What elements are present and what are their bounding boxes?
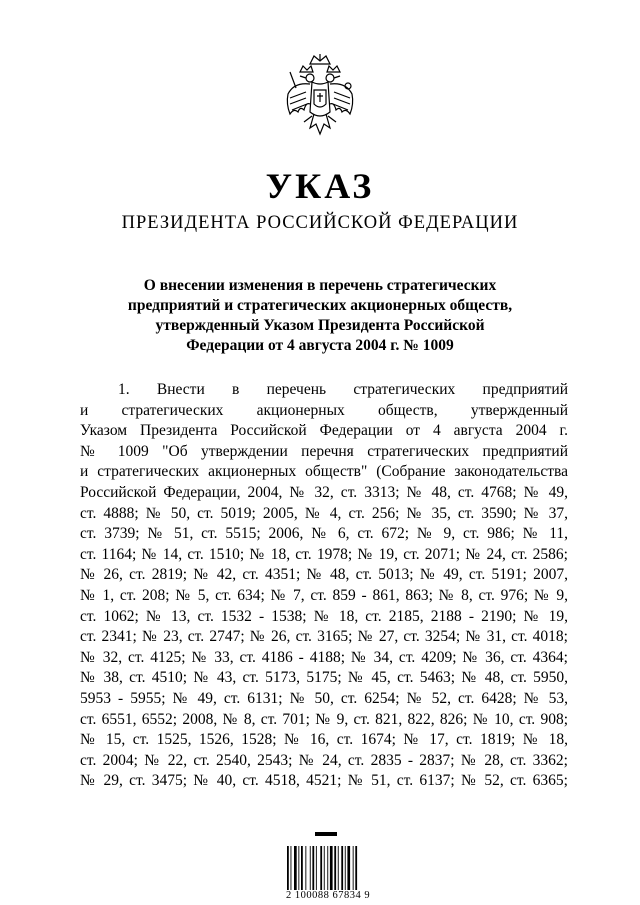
body-line: Указом Президента Российской Федерации от 4 августа 2004 г. xyxy=(80,422,568,440)
barcode-bar xyxy=(324,846,325,890)
body-line: № 38, ст. 4510; № 43, ст. 5173, 5175; № 45, ст. 5463; № 48, ст. 5950, xyxy=(80,669,568,687)
body-line: Российской Федерации, 2004, № 32, ст. 3313; № 48, ст. 4768; № 49, xyxy=(80,483,568,501)
title-line: предприятий и стратегических акционерных обществ, xyxy=(127,297,513,314)
body-line: ст. 4888; № 50, ст. 5019; 2005, № 4, ст. 256; № 35, ст. 3590; № 37, xyxy=(80,504,568,522)
body-line: № 26, ст. 2819; № 42, ст. 4351; № 48, ст. 5013; № 49, ст. 5191; 2007, xyxy=(80,566,568,584)
body-line: 5953 - 5955; № 49, ст. 6131; № 50, ст. 6254; № 52, ст. 6428; № 53, xyxy=(80,689,568,707)
state-emblem-icon xyxy=(280,52,360,152)
body-line: № 1, ст. 208; № 5, ст. 634; № 7, ст. 859 - 861, 863; № 8, ст. 976; № 9, xyxy=(80,586,568,604)
document-title xyxy=(90,276,550,356)
barcode-bar xyxy=(305,846,306,890)
barcode-number: 2 100088 67834 9 xyxy=(285,890,371,901)
barcode-top-mark xyxy=(315,832,337,836)
body-line: № 29, ст. 3475; № 40, ст. 4518, 4521; № 51, ст. 6137; № 52, ст. 6365; xyxy=(80,772,568,790)
body-line: № 32, ст. 4125; № 33, ст. 4186 - 4188; № 34, ст. 4209; № 36, ст. 4364; xyxy=(80,648,568,666)
barcode-bar xyxy=(310,846,311,890)
barcode-bar xyxy=(341,846,343,890)
barcode-bar xyxy=(320,846,322,890)
issuer-heading: ПРЕЗИДЕНТА РОССИЙСКОЙ ФЕДЕРАЦИИ xyxy=(121,213,519,233)
barcode-bar xyxy=(287,846,289,890)
barcode-bar xyxy=(353,846,354,890)
body-line: ст. 6551, 6552; 2008, № 8, ст. 701; № 9, ст. 821, 822, 826; № 10, ст. 908; xyxy=(80,710,568,728)
barcode-bar xyxy=(334,846,336,890)
barcode-bar xyxy=(330,846,333,890)
title-line: утвержденный Указом Президента Российской xyxy=(155,317,485,334)
barcode-bar xyxy=(298,846,299,890)
barcode-bar xyxy=(338,846,339,890)
barcode-bar xyxy=(345,846,346,890)
barcode-bar xyxy=(316,846,317,890)
body-line: ст. 1164; № 14, ст. 1510; № 18, ст. 1978; № 19, ст. 2071; № 24, ст. 2586; xyxy=(80,545,568,563)
barcode-bar xyxy=(301,846,303,890)
barcode-icon xyxy=(285,832,367,892)
title-line: О внесении изменения в перечень стратегических xyxy=(143,277,497,294)
document-type-heading: УКАЗ xyxy=(265,166,375,206)
barcode-bar xyxy=(291,846,292,890)
body-line: ст. 1062; № 13, ст. 1532 - 1538; № 18, ст. 2185, 2188 - 2190; № 19, xyxy=(80,607,568,625)
body-line: № 15, ст. 1525, 1526, 1528; № 16, ст. 1674; № 17, ст. 1819; № 18, xyxy=(80,731,568,749)
body-line: ст. 2341; № 23, ст. 2747; № 26, ст. 3165; № 27, ст. 3254; № 31, ст. 4018; xyxy=(80,628,568,646)
body-line: 1. Внести в перечень стратегических предприятий xyxy=(118,381,568,398)
title-line: Федерации от 4 августа 2004 г. № 1009 xyxy=(186,337,454,354)
barcode-bar xyxy=(327,846,328,890)
body-line: и стратегических акционерных обществ" (Собрание законодательства xyxy=(80,463,568,481)
body-line: ст. 2004; № 22, ст. 2540, 2543; № 24, ст. 2835 - 2837; № 28, ст. 3362; xyxy=(80,751,568,769)
barcode-bar xyxy=(355,846,357,890)
barcode-bar xyxy=(312,846,314,890)
barcode-bar xyxy=(294,846,297,890)
barcode-bar xyxy=(347,846,350,890)
body-line: № 1009 "Об утверждении перечня стратегических предприятий xyxy=(80,442,568,460)
document-body xyxy=(80,380,568,792)
body-line: и стратегических акционерных обществ, утвержденный xyxy=(80,401,568,419)
body-line: ст. 3739; № 51, ст. 5515; 2006, № 6, ст. 672; № 9, ст. 986; № 11, xyxy=(80,525,568,543)
